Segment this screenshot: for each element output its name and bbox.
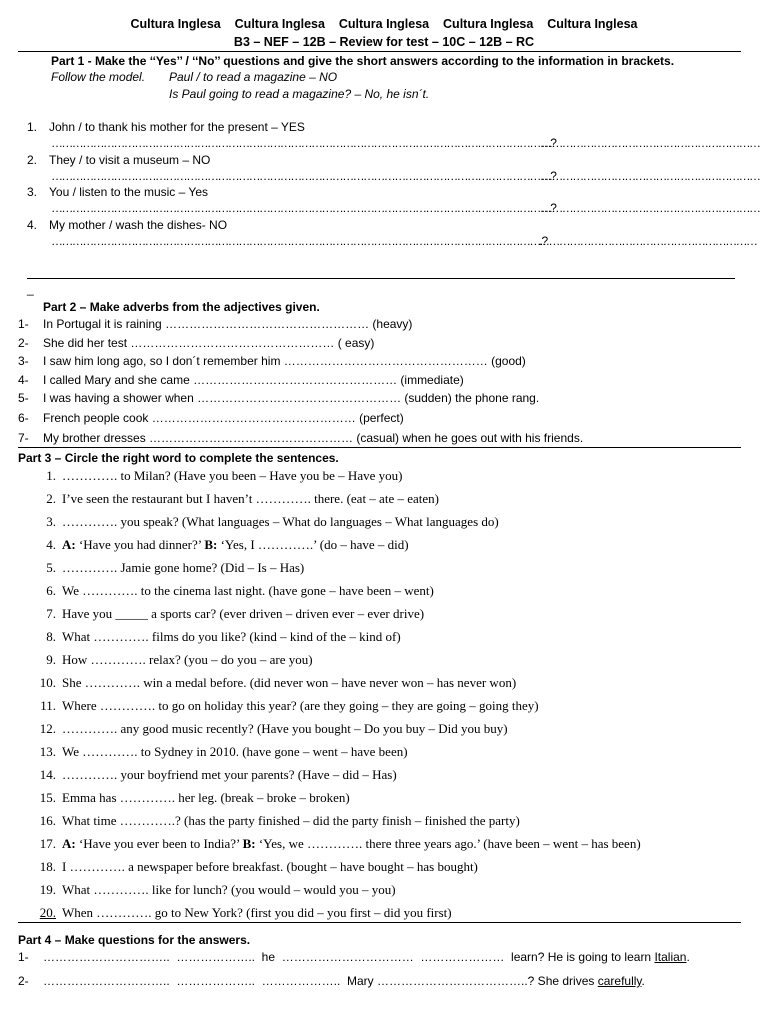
part3-divider	[18, 922, 741, 923]
item-number: 12.	[39, 721, 56, 736]
part1-model-prompt: Paul / to read a magazine – NO	[169, 70, 338, 84]
item-number: 2.	[46, 491, 56, 506]
item-number: 3-	[18, 354, 29, 368]
worksheet-subtitle: B3 – NEF – 12B – Review for test – 10C – 12B – RC	[233, 35, 535, 49]
item-number: 7.	[46, 606, 56, 621]
part3-item	[30, 767, 397, 783]
item-number: 4.	[46, 537, 56, 552]
item-number: 6.	[46, 583, 56, 598]
part1-model-label: Follow the model.	[51, 70, 146, 84]
item-prompt: My mother / wash the dishes- NO	[49, 218, 228, 232]
question-blank[interactable]: ………………………………………………………………………………………………………………………………?	[51, 136, 556, 150]
question-blank[interactable]: ………………………………………………………………………………………………………………………………?	[51, 201, 556, 215]
speaker-b-label: B:	[204, 537, 218, 552]
item-number: 9.	[46, 652, 56, 667]
item-question-blanks[interactable]: ………………………….. ……………….. he …………………………… ………………… learn? He is going to learn	[43, 950, 655, 964]
item-number: 10.	[39, 675, 56, 690]
item-sentence: What …………. films do you like? (kind – kind of the – kind of)	[62, 629, 401, 644]
item-sentence: Where …………. to go on holiday this year? (are they going – they are going – going they)	[62, 698, 539, 713]
item-number: 13.	[39, 744, 56, 759]
part4-item	[18, 974, 645, 988]
part2-item	[18, 373, 464, 387]
part2-item	[18, 391, 539, 405]
item-question-blanks[interactable]: ………………………….. ……………….. ……………….. Mary ………………………………..? She drives	[43, 974, 598, 988]
item-punct: .	[641, 974, 645, 988]
item-sentence: She …………. win a medal before. (did never won – have never won – has never won)	[62, 675, 517, 690]
item-number: 2-	[18, 336, 29, 350]
speaker-a-text: ‘Have you had dinner?’	[75, 537, 205, 552]
part3-item	[30, 905, 452, 921]
part3-item	[30, 790, 350, 806]
item-sentence: …………. you speak? (What languages – What do languages – What languages do)	[62, 514, 499, 529]
item-sentence: She did her test …………………………………………… ( easy)	[43, 336, 375, 350]
item-sentence: How …………. relax? (you – do you – are you)	[62, 652, 313, 667]
item-sentence: I …………. a newspaper before breakfast. (bought – have bought – has bought)	[62, 859, 478, 874]
part4-title: Part 4 – Make questions for the answers.	[18, 933, 251, 947]
item-sentence: Have you _____ a sports car? (ever driven – driven ever – ever drive)	[62, 606, 425, 621]
speaker-a-label: A:	[62, 537, 76, 552]
part3-item	[30, 744, 408, 760]
part3-item	[30, 859, 478, 875]
part1-item	[27, 218, 227, 232]
part2-item	[18, 354, 526, 368]
item-number: 1-	[18, 317, 29, 331]
school-name-line: Cultura Inglesa Cultura Inglesa Cultura Inglesa Cultura Inglesa Cultura Inglesa	[130, 17, 638, 31]
part1-item	[27, 153, 210, 167]
item-sentence: …………. to Milan? (Have you been – Have you be – Have you)	[62, 468, 403, 483]
part3-item	[30, 675, 516, 691]
part1-model-answer: Is Paul going to read a magazine? – No, he isn´t.	[169, 87, 430, 101]
item-prompt: You / listen to the music – Yes	[49, 185, 208, 199]
speaker-b-text: ‘Yes, I ………….’ (do – have – did)	[217, 537, 409, 552]
answer-blank[interactable]: ………………………………………………………	[538, 234, 757, 248]
item-punct: .	[686, 950, 690, 964]
answer-blank[interactable]: ………………………………………………………	[541, 136, 760, 150]
answer-blank[interactable]: ………………………………………………………	[541, 201, 760, 215]
part3-item	[30, 560, 304, 576]
question-blank[interactable]: ………………………………………………………………………………………………………………………………?	[51, 169, 556, 183]
part3-item	[30, 514, 499, 530]
part3-item	[30, 721, 508, 737]
part3-item	[30, 583, 434, 599]
part1-item	[27, 185, 208, 199]
item-number: 2-	[18, 974, 29, 988]
item-sentence: We …………. to Sydney in 2010. (have gone – went – have been)	[62, 744, 408, 759]
item-number: 20.	[39, 905, 56, 920]
item-sentence: I was having a shower when …………………………………………… (sudden) the phone rang.	[43, 391, 540, 405]
item-underlined-answer: carefully	[597, 974, 642, 988]
speaker-b-label: B:	[242, 836, 256, 851]
item-number: 6-	[18, 411, 29, 425]
part2-item	[18, 317, 412, 331]
speaker-a-label: A:	[62, 836, 76, 851]
item-number: 3.	[27, 185, 38, 199]
item-number: 3.	[46, 514, 56, 529]
item-sentence: French people cook …………………………………………… (perfect)	[43, 411, 404, 425]
item-sentence: We …………. to the cinema last night. (have gone – have been – went)	[62, 583, 434, 598]
speaker-b-text: ‘Yes, we …………. there three years ago.’ (have been – went – has been)	[255, 836, 641, 851]
item-sentence: …………. any good music recently? (Have you bought – Do you buy – Did you buy)	[62, 721, 508, 736]
item-sentence: My brother dresses …………………………………………… (casual) when he goes out with his friends.	[43, 431, 584, 445]
item-number: 1-	[18, 950, 29, 964]
item-number: 16.	[39, 813, 56, 828]
part2-divider	[18, 447, 741, 448]
item-number: 2.	[27, 153, 38, 167]
part3-item	[30, 836, 641, 852]
item-number: 11.	[40, 698, 56, 713]
item-sentence: …………. Jamie gone home? (Did – Is – Has)	[62, 560, 305, 575]
part3-item	[30, 606, 424, 622]
item-number: 8.	[46, 629, 56, 644]
part3-item	[30, 629, 401, 645]
item-number: 19.	[39, 882, 56, 897]
item-number: 5-	[18, 391, 29, 405]
item-sentence: I saw him long ago, so I don´t remember him …………………………………………… (good)	[43, 354, 526, 368]
item-number: 17.	[39, 836, 56, 851]
item-number: 5.	[46, 560, 56, 575]
item-underlined-answer: Italian	[654, 950, 687, 964]
item-number: 15.	[39, 790, 56, 805]
item-number: 7-	[18, 431, 29, 445]
item-sentence: …………. your boyfriend met your parents? (Have – did – Has)	[62, 767, 397, 782]
item-number: 1.	[27, 120, 38, 134]
part3-item	[30, 698, 539, 714]
header-divider	[18, 51, 741, 52]
item-number: 1.	[46, 468, 56, 483]
item-sentence: I called Mary and she came …………………………………………… (immediate)	[43, 373, 464, 387]
answer-blank[interactable]: ………………………………………………………	[541, 169, 760, 183]
item-number: 4.	[27, 218, 38, 232]
item-sentence: I’ve seen the restaurant but I haven’t …………. there. (eat – ate – eaten)	[62, 491, 439, 506]
part3-item	[30, 491, 439, 507]
part1-title: Part 1 - Make the ‘‘Yes’’ / ‘‘No’’ questions and give the short answers according to the information in brackets.	[51, 54, 675, 68]
part3-item	[30, 882, 396, 898]
part1-item	[27, 120, 305, 134]
item-sentence: Emma has …………. her leg. (break – broke – broken)	[62, 790, 350, 805]
item-number: 18.	[39, 859, 56, 874]
item-sentence: When …………. go to New York? (first you did – you first – did you first)	[62, 905, 452, 920]
speaker-a-text: ‘Have you ever been to India?’	[75, 836, 243, 851]
question-blank[interactable]: …………………………………………………………………………………………………………………………….?	[51, 234, 547, 248]
part2-item	[18, 431, 583, 445]
part3-item	[30, 652, 313, 668]
part1-trailing-dash: _	[27, 282, 34, 296]
item-number: 14.	[39, 767, 56, 782]
item-sentence: What …………. like for lunch? (you would – would you – you)	[62, 882, 396, 897]
part2-title: Part 2 – Make adverbs from the adjectives given.	[43, 300, 320, 314]
part2-item	[18, 336, 374, 350]
item-sentence: What time ………….? (has the party finished – did the party finish – finished the party)	[62, 813, 520, 828]
item-prompt: John / to thank his mother for the present – YES	[49, 120, 305, 134]
part2-item	[18, 411, 404, 425]
part3-item	[30, 813, 520, 829]
item-number: 4-	[18, 373, 29, 387]
part4-item	[18, 950, 690, 964]
part1-divider	[27, 278, 735, 279]
part3-item	[30, 468, 402, 484]
item-sentence: In Portugal it is raining …………………………………………… (heavy)	[43, 317, 413, 331]
part3-item	[30, 537, 409, 553]
part3-title: Part 3 – Circle the right word to complete the sentences.	[18, 451, 339, 465]
item-prompt: They / to visit a museum – NO	[49, 153, 211, 167]
